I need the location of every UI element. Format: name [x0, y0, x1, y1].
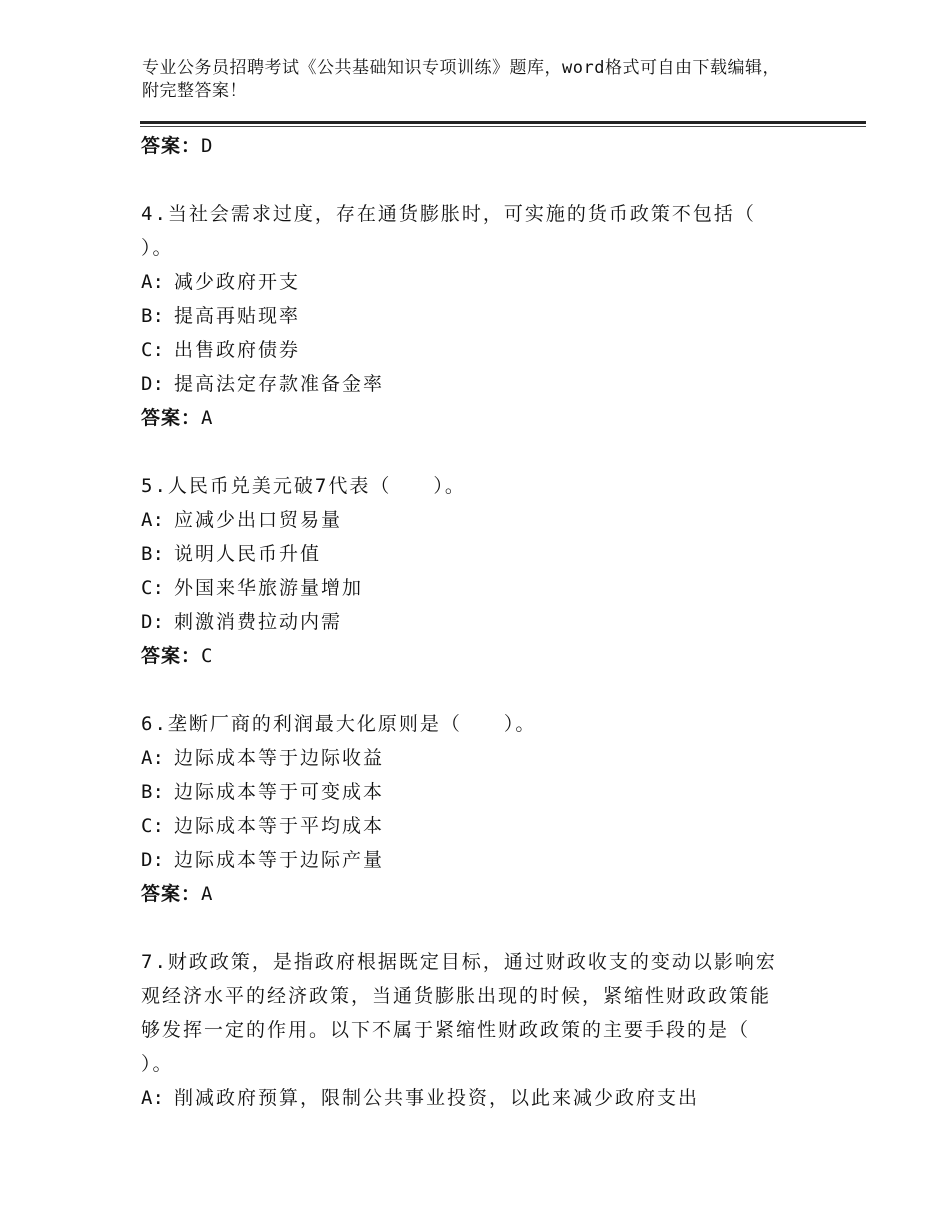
- option-text: 提高法定存款准备金率: [174, 373, 385, 395]
- answer-value: A: [201, 407, 214, 429]
- answer-line: [141, 877, 811, 911]
- option-text: 提高再贴现率: [174, 305, 301, 327]
- answer-value: A: [201, 883, 214, 905]
- option-d: [141, 367, 811, 401]
- question-stem-line: ）。: [141, 1053, 174, 1075]
- answer-line: [141, 639, 811, 673]
- option-a: [141, 265, 811, 299]
- option-label: D:: [141, 373, 164, 395]
- option-text: 减少政府开支: [174, 271, 301, 293]
- page-header: 专业公务员招聘考试《公共基础知识专项训练》题库，word格式可自由下载编辑，附完整答案！: [142, 58, 780, 101]
- question-stem-line: 6.垄断厂商的利润最大化原则是（ ）。: [141, 713, 537, 735]
- option-label: A:: [141, 747, 164, 769]
- option-c: [141, 333, 811, 367]
- answer-label: 答案：: [141, 883, 202, 905]
- option-text: 边际成本等于边际产量: [174, 849, 385, 871]
- answer-label: 答案：: [141, 407, 202, 429]
- option-text: 边际成本等于平均成本: [174, 815, 385, 837]
- option-text: 出售政府债券: [174, 339, 301, 361]
- option-text: 边际成本等于边际收益: [174, 747, 385, 769]
- option-b: [141, 775, 811, 809]
- question-stem-line: 够发挥一定的作用。以下不属于紧缩性财政政策的主要手段的是（: [141, 1019, 751, 1041]
- option-label: C:: [141, 339, 164, 361]
- option-label: B:: [141, 543, 164, 565]
- option-label: A:: [141, 271, 164, 293]
- option-c: [141, 809, 811, 843]
- header-rule-thick: [140, 121, 866, 124]
- option-label: B:: [141, 781, 164, 803]
- option-text: 边际成本等于可变成本: [174, 781, 385, 803]
- answer-label: 答案：: [141, 645, 202, 667]
- document-content: [141, 129, 811, 1115]
- option-c: [141, 571, 811, 605]
- option-label: C:: [141, 577, 164, 599]
- option-b: [141, 299, 811, 333]
- header-rule-thin: [140, 126, 866, 127]
- answer-label: 答案：: [141, 135, 202, 157]
- question-7: [141, 945, 811, 1115]
- option-label: B:: [141, 305, 164, 327]
- question-stem-line: 观经济水平的经济政策，当通货膨胀出现的时候，紧缩性财政政策能: [141, 985, 772, 1007]
- question-stem-line: ）。: [141, 237, 174, 259]
- option-d: [141, 605, 811, 639]
- answer-value: D: [201, 135, 214, 157]
- option-label: D:: [141, 849, 164, 871]
- option-b: [141, 537, 811, 571]
- option-text: 应减少出口贸易量: [174, 509, 343, 531]
- option-label: A:: [141, 1087, 164, 1109]
- question-6: [141, 707, 811, 911]
- option-label: D:: [141, 611, 164, 633]
- answer-line: [141, 401, 811, 435]
- answer-value: C: [201, 645, 214, 667]
- question-4: [141, 197, 811, 435]
- question-stem-line: 4.当社会需求过度，存在通货膨胀时，可实施的货币政策不包括（: [141, 203, 756, 225]
- option-a: [141, 503, 811, 537]
- answer-line: [141, 129, 811, 163]
- option-label: C:: [141, 815, 164, 837]
- option-label: A:: [141, 509, 164, 531]
- option-text: 说明人民币升值: [174, 543, 322, 565]
- option-a: [141, 741, 811, 775]
- option-text: 刺激消费拉动内需: [174, 611, 343, 633]
- question-stem-line: 7.财政政策，是指政府根据既定目标，通过财政收支的变动以影响宏: [141, 951, 777, 973]
- option-a: [141, 1081, 811, 1115]
- question-5: [141, 469, 811, 673]
- option-text: 削减政府预算，限制公共事业投资，以此来减少政府支出: [174, 1087, 700, 1109]
- option-text: 外国来华旅游量增加: [174, 577, 364, 599]
- option-d: [141, 843, 811, 877]
- question-stem-line: 5.人民币兑美元破7代表（ ）。: [141, 475, 466, 497]
